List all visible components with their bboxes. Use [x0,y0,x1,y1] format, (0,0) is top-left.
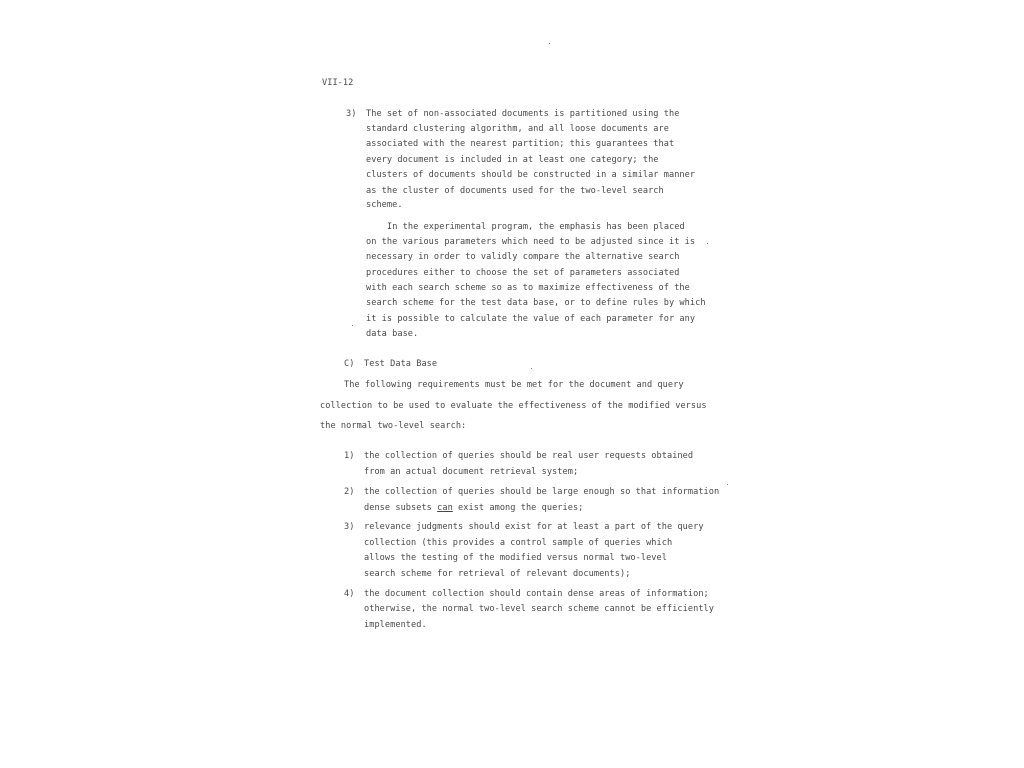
requirement-3-line: search scheme for retrieval of relevant documents); [364,569,631,579]
underlined-word-can: can [437,503,453,513]
scan-speck [549,43,550,44]
requirement-3-line: relevance judgments should exist for at least a part of the query [364,522,704,532]
item-3-line: associated with the nearest partition; this guarantees that [366,139,675,149]
requirement-2-text: dense subsets [364,503,438,513]
experimental-paragraph-line: it is possible to calculate the value of each parameter for any [366,314,696,324]
experimental-paragraph-line: In the experimental program, the emphasis has been placed [387,222,685,232]
scan-speck [727,484,728,485]
requirement-2-text: exist among the queries; [452,503,584,513]
requirement-4-line: otherwise, the normal two-level search scheme cannot be efficiently [364,604,714,614]
experimental-paragraph-line: with each search scheme so as to maximize effectiveness of the [366,283,690,293]
item-3-line: scheme. [366,200,403,210]
item-3-number: 3) [346,109,357,119]
scan-speck [531,368,532,369]
requirement-2-line: the collection of queries should be large enough so that information [364,487,720,497]
scan-speck [707,243,708,244]
requirement-1-number: 1) [344,451,355,461]
experimental-paragraph-line: search scheme for the test data base, or to define rules by which [366,298,706,308]
page-label: VII-12 [322,78,354,88]
section-c-heading: Test Data Base [364,359,438,369]
section-c-number: C) [344,359,355,369]
section-c-intro-line: collection to be used to evaluate the effectiveness of the modified versus [320,401,707,411]
requirement-2-line [364,503,583,514]
requirement-3-number: 3) [344,522,355,532]
requirement-4-number: 4) [344,589,355,599]
scan-speck [352,325,353,326]
requirement-1-line: the collection of queries should be real user requests obtained [364,451,694,461]
experimental-paragraph-line: data base. [366,329,419,339]
requirement-2-number: 2) [344,487,355,497]
item-3-line: every document is included in at least one category; the [366,155,659,165]
experimental-paragraph-line: procedures either to choose the set of parameters associated [366,268,680,278]
experimental-paragraph-line: necessary in order to validly compare the alternative search [366,252,680,262]
item-3-line: The set of non-associated documents is partitioned using the [366,109,680,119]
section-c-intro-line: the normal two-level search: [320,421,467,431]
requirement-4-line: the document collection should contain dense areas of information; [364,589,709,599]
experimental-paragraph-line: on the various parameters which need to be adjusted since it is [366,237,696,247]
item-3-line: as the cluster of documents used for the two-level search [366,186,664,196]
item-3-line: standard clustering algorithm, and all loose documents are [366,124,669,134]
requirement-4-line: implemented. [364,620,427,630]
item-3-line: clusters of documents should be constructed in a similar manner [366,170,696,180]
requirement-3-line: collection (this provides a control sample of queries which [364,538,673,548]
requirement-3-line: allows the testing of the modified versus normal two-level [364,553,667,563]
requirement-1-line: from an actual document retrieval system; [364,467,579,477]
section-c-intro-line: The following requirements must be met for the document and query [344,380,684,390]
